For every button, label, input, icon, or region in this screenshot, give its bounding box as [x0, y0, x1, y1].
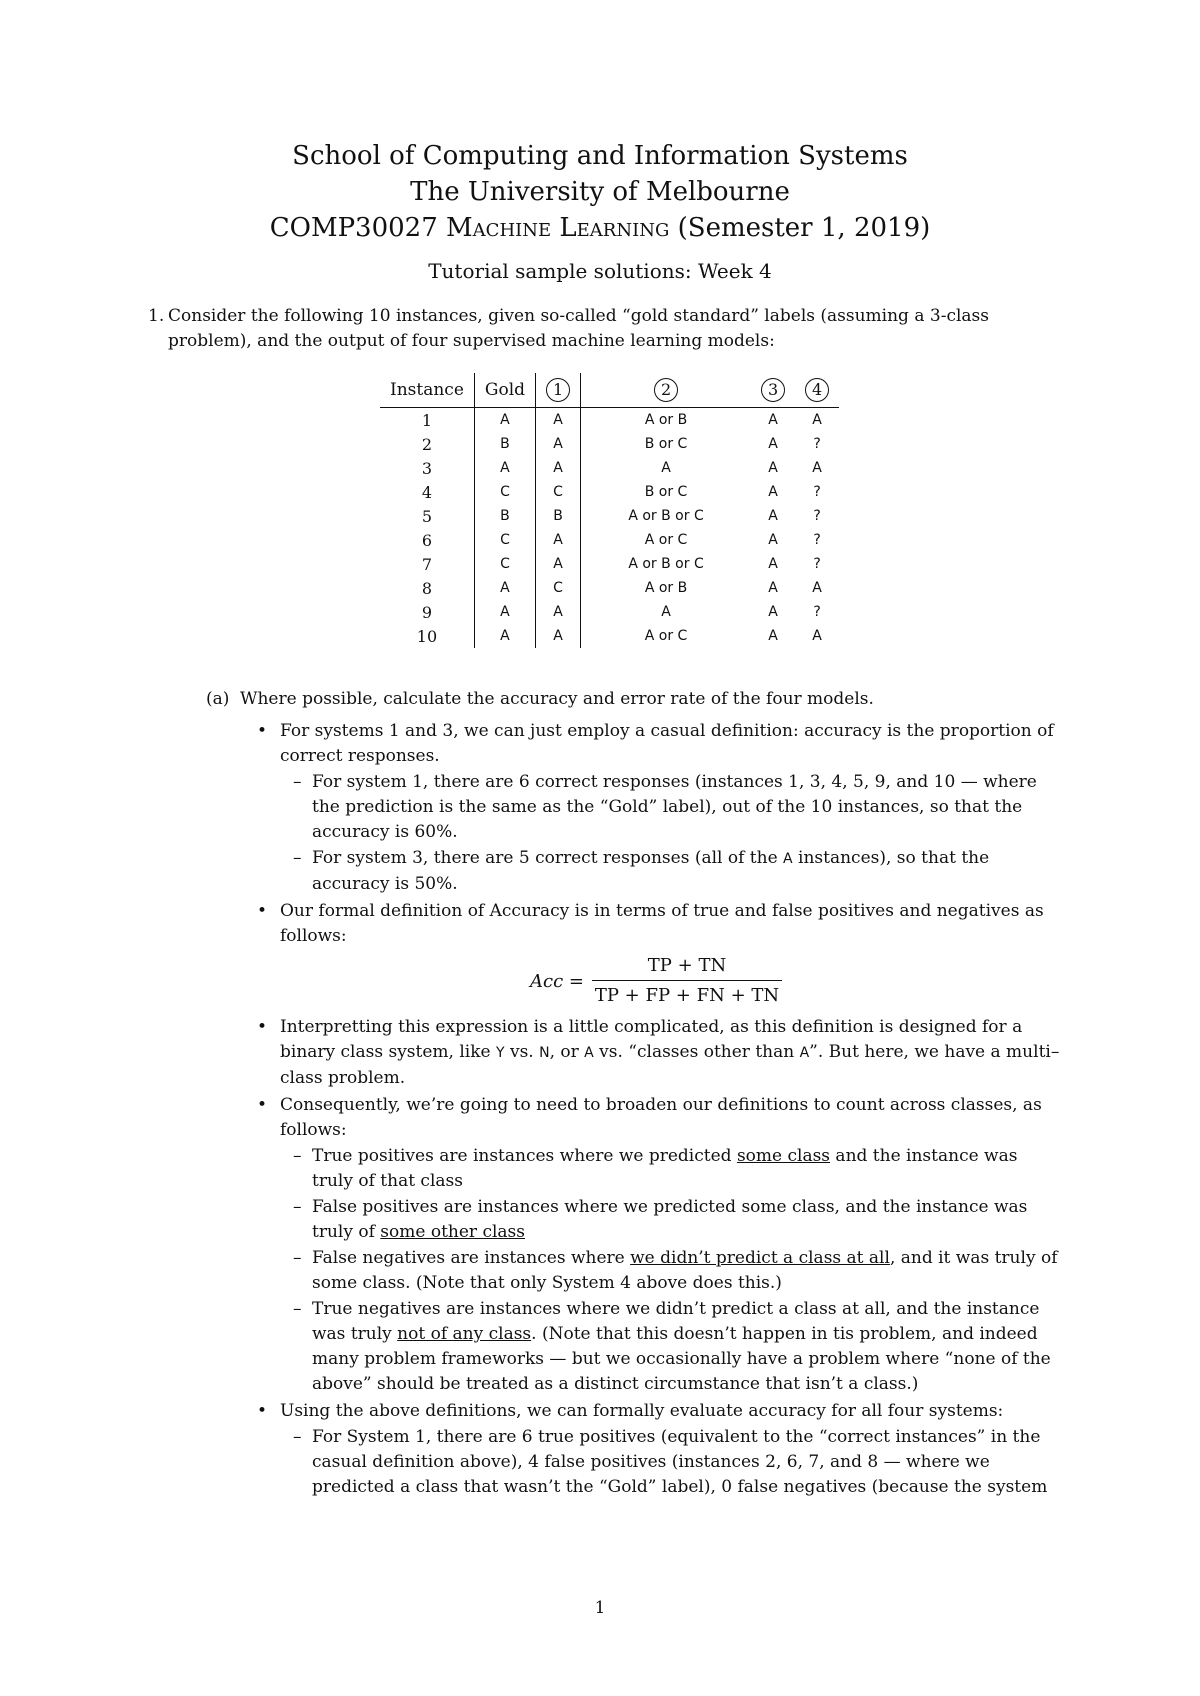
cell-gold: A [474, 624, 535, 648]
text-part: , or [549, 1042, 585, 1062]
formula-denominator: TP + FP + FN + TN [594, 985, 780, 1006]
results-table [380, 373, 839, 648]
bullet-marker: • [257, 1017, 268, 1037]
cell-model-1: A [536, 624, 581, 648]
cell-model-4: ? [813, 604, 821, 620]
col-model-4 [795, 373, 839, 408]
text-part: vs. “classes other than [593, 1042, 800, 1062]
cell-model-2: B or C [644, 436, 688, 452]
cell-model-4: ? [813, 508, 821, 524]
bullet-marker: • [257, 721, 268, 741]
text-part: and the instance was truly of that class [312, 1146, 1018, 1191]
cell-gold: A [474, 600, 535, 624]
course-code: COMP30027 [269, 213, 438, 243]
bullet-marker: • [257, 901, 268, 921]
sub-bullet-text: For System 1, there are 6 true positives (equivalent to the “correct instances” in the casual definition above), 4 false positives (instances 2, 6, 7, and 8 — where we predicted a class that wasn’t the “Gold” label), 0 false negatives (because the system [312, 1427, 1048, 1497]
cell-model-4: ? [813, 484, 821, 500]
tutorial-subtitle: Tutorial sample solutions: Week 4 [428, 259, 772, 283]
dash-marker: – [293, 1299, 302, 1319]
cell-model-1: A [536, 552, 581, 576]
bullet-marker: • [257, 1095, 268, 1115]
col-model-2 [581, 373, 752, 408]
cell-instance: 1 [380, 408, 474, 433]
cell-model-1: C [536, 480, 581, 504]
cell-model-2: A [661, 460, 671, 476]
table-row [380, 528, 839, 552]
question-number: 1. [148, 306, 165, 326]
dash-marker: – [293, 1427, 302, 1447]
dash-marker: – [293, 1146, 302, 1166]
class-label-y: Y [496, 1045, 505, 1061]
question-text: Consider the following 10 instances, given so-called “gold standard” labels (assuming a 3-class problem), and the output of four supervised machine learning models: [168, 306, 989, 351]
cell-gold: C [474, 528, 535, 552]
class-label-a: A [799, 1045, 810, 1061]
sub-bullet-system-3 [200, 846, 1060, 897]
table-row [380, 576, 839, 600]
sub-bullet-true-positives [200, 1144, 1060, 1194]
sub-bullet-false-positives [200, 1195, 1060, 1245]
model-2-label: 2 [654, 378, 678, 402]
answer-body [200, 687, 1060, 1500]
text-part: For system 3, there are 5 correct responses (all of the [312, 848, 784, 868]
dash-marker: – [293, 1248, 302, 1268]
bullet-text: Consequently, we’re going to need to broaden our definitions to count across classes, as follows: [280, 1095, 1042, 1140]
table-row [380, 624, 839, 648]
sub-bullet-system-1-formal [200, 1425, 1060, 1500]
cell-gold: A [474, 456, 535, 480]
cell-gold: C [474, 480, 535, 504]
bullet-broaden-definitions [200, 1093, 1060, 1143]
cell-instance: 7 [380, 552, 474, 576]
underlined-term: some other class [380, 1222, 525, 1242]
bullet-text: For systems 1 and 3, we can just employ a casual definition: accuracy is the proportion of correct responses. [280, 721, 1054, 766]
bullet-casual-definition [200, 719, 1060, 769]
sub-bullet-false-negatives [200, 1246, 1060, 1296]
semester: (Semester 1, 2019) [677, 213, 931, 243]
school-name: School of Computing and Information Systems [292, 141, 908, 171]
bullet-formal-definition [200, 899, 1060, 949]
class-label-n: N [539, 1045, 550, 1061]
cell-model-1: C [536, 576, 581, 600]
cell-model-1: A [536, 600, 581, 624]
col-model-1 [536, 373, 581, 408]
text-part: True positives are instances where we predicted [312, 1146, 737, 1166]
part-a [200, 687, 1060, 712]
cell-model-3: A [768, 508, 778, 524]
cell-gold: C [474, 552, 535, 576]
cell-model-2: A or B or C [628, 556, 704, 572]
underlined-term: not of any class [397, 1324, 532, 1344]
cell-model-3: A [768, 484, 778, 500]
col-gold: Gold [474, 373, 535, 408]
sub-bullet-system-1 [200, 770, 1060, 845]
cell-model-4: A [812, 412, 822, 428]
cell-model-1: A [536, 408, 581, 433]
cell-model-3: A [768, 532, 778, 548]
table-row [380, 408, 839, 433]
cell-instance: 9 [380, 600, 474, 624]
cell-model-2: B or C [644, 484, 688, 500]
text-part: False negatives are instances where [312, 1248, 631, 1268]
cell-instance: 2 [380, 432, 474, 456]
cell-gold: A [474, 408, 535, 433]
cell-model-2: A or C [644, 628, 688, 644]
question-1 [148, 304, 1058, 354]
cell-model-4: ? [813, 556, 821, 572]
cell-model-4: A [812, 580, 822, 596]
cell-model-2: A or B [644, 580, 688, 596]
underlined-term: some class [736, 1146, 831, 1166]
table-row [380, 600, 839, 624]
model-4-label: 4 [805, 378, 829, 402]
accuracy-formula [200, 951, 1060, 1013]
cell-model-2: A [661, 604, 671, 620]
cell-instance: 6 [380, 528, 474, 552]
col-instance: Instance [380, 373, 474, 408]
university-name: The University of Melbourne [410, 177, 790, 207]
text-part: vs. [504, 1042, 540, 1062]
formula-numerator: TP + TN [592, 953, 782, 981]
cell-gold: A [474, 576, 535, 600]
underlined-term: we didn’t predict a class at all [630, 1248, 890, 1268]
dash-marker: – [293, 848, 302, 868]
bullet-marker: • [257, 1401, 268, 1421]
cell-model-4: ? [813, 436, 821, 452]
text-part: Interpretting this expression is a little complicated, as this definition is designed for a binary class system, like [280, 1017, 1023, 1062]
cell-instance: 3 [380, 456, 474, 480]
table-row [380, 432, 839, 456]
col-model-3 [751, 373, 795, 408]
document-header [0, 138, 1200, 286]
cell-instance: 5 [380, 504, 474, 528]
cell-model-4: A [812, 460, 822, 476]
cell-model-3: A [768, 628, 778, 644]
text-part: . (Note that this doesn’t happen in tis problem, and indeed many problem frameworks — but we occasionally have a problem where “none of the above” should be treated as a distinct circumstance that isn’t a class.) [312, 1324, 1051, 1394]
cell-model-3: A [768, 412, 778, 428]
cell-model-1: A [536, 456, 581, 480]
cell-model-3: A [768, 580, 778, 596]
cell-model-2: A or C [644, 532, 688, 548]
dash-marker: – [293, 772, 302, 792]
dash-marker: – [293, 1197, 302, 1217]
table-row [380, 480, 839, 504]
table-body [380, 408, 839, 649]
cell-model-3: A [768, 436, 778, 452]
model-1-label: 1 [546, 378, 570, 402]
cell-model-4: A [812, 628, 822, 644]
table-row [380, 552, 839, 576]
cell-model-1: B [536, 504, 581, 528]
formula-fraction [592, 953, 782, 1008]
cell-model-3: A [768, 556, 778, 572]
cell-instance: 8 [380, 576, 474, 600]
sub-bullet-true-negatives [200, 1297, 1060, 1397]
bullet-text: Our formal definition of Accuracy is in terms of true and false positives and negatives as follows: [280, 901, 1044, 946]
formula-lhs: Acc = [530, 971, 584, 992]
part-a-label: (a) [206, 689, 230, 709]
cell-instance: 10 [380, 624, 474, 648]
table-row [380, 504, 839, 528]
class-label-a: A [783, 851, 793, 867]
cell-model-3: A [768, 460, 778, 476]
text-part: instances), so that the accuracy is 50%. [312, 848, 990, 894]
class-label-a: A [584, 1045, 594, 1061]
text-part: False positives are instances where we predicted some class, and the instance was truly of [312, 1197, 1028, 1242]
cell-gold: B [474, 504, 535, 528]
bullet-text: Using the above definitions, we can formally evaluate accuracy for all four systems: [280, 1401, 1004, 1421]
text-part: True negatives are instances where we didn’t predict a class at all, and the instance was truly [312, 1299, 1040, 1344]
text-part: , and it was truly of some class. (Note that only System 4 above does this.) [312, 1248, 1058, 1293]
bullet-interpretation [200, 1015, 1060, 1091]
cell-model-3: A [768, 604, 778, 620]
cell-model-1: A [536, 432, 581, 456]
cell-instance: 4 [380, 480, 474, 504]
text-part: ”. But here, we have a multi–class problem. [280, 1042, 1060, 1088]
course-title [0, 210, 1200, 246]
cell-model-2: A or B or C [628, 508, 704, 524]
cell-model-2: A or B [644, 412, 688, 428]
cell-model-1: A [536, 528, 581, 552]
table-header-row [380, 373, 839, 408]
course-name: Machine Learning [446, 213, 670, 243]
bullet-evaluate-all [200, 1399, 1060, 1424]
cell-model-4: ? [813, 532, 821, 548]
model-3-label: 3 [761, 378, 785, 402]
cell-gold: B [474, 432, 535, 456]
sub-bullet-text: For system 1, there are 6 correct responses (instances 1, 3, 4, 5, 9, and 10 — where the prediction is the same as the “Gold” label), out of the 10 instances, so that the accuracy is 60%. [312, 772, 1037, 842]
table-row [380, 456, 839, 480]
page-number: 1 [594, 1598, 606, 1618]
part-a-text: Where possible, calculate the accuracy and error rate of the four models. [240, 689, 874, 709]
